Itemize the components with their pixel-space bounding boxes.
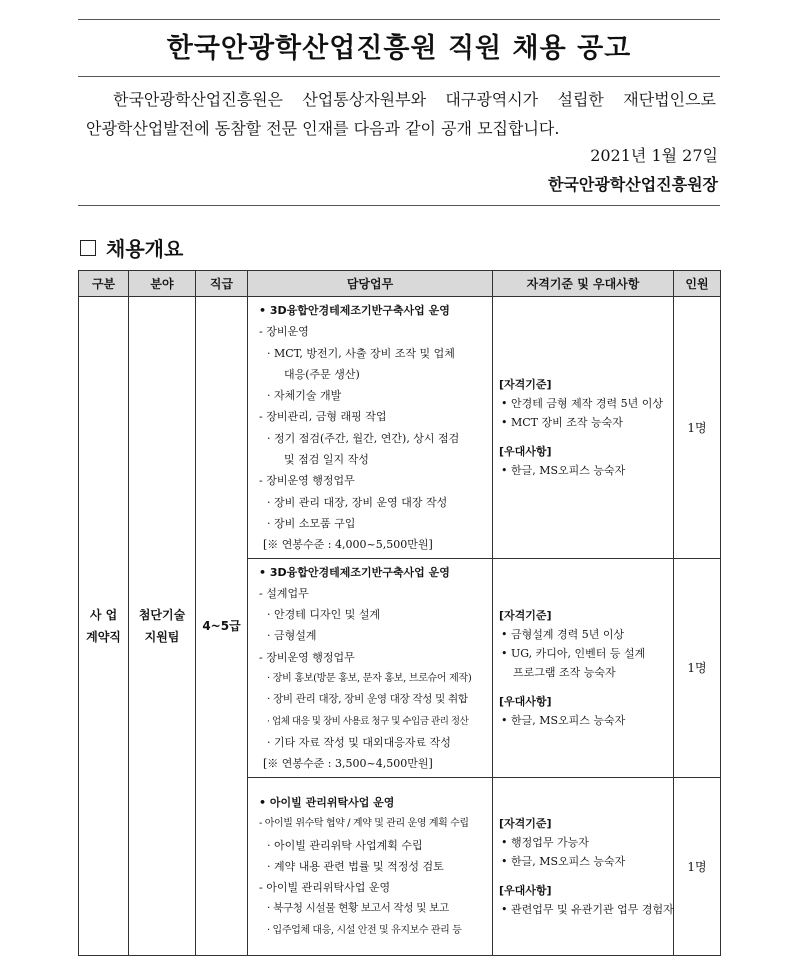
duty-line: · 장비 관리 대장, 장비 운영 대장 작성 xyxy=(267,495,448,509)
headcount-cell: 1명 xyxy=(674,558,721,777)
duty-line: · 자체기술 개발 xyxy=(267,389,342,403)
duty-line: · 장비 소모품 구입 xyxy=(267,516,356,530)
duty-line: • 3D융합안경테제조기반구축사업 운영 xyxy=(259,304,450,317)
field-line-1: 첨단기술 xyxy=(138,607,186,622)
salary-note: [※ 연봉수준 : 3,500~4,500만원] xyxy=(263,757,433,771)
qualification-cell xyxy=(493,777,674,955)
header-field: 분야 xyxy=(129,271,196,297)
duty-line: · 입주업체 대응, 시설 안전 및 유지보수 관리 등 xyxy=(267,924,462,936)
preference-heading: [우대사항] xyxy=(499,883,552,897)
intro-line-2: 안광학산업발전에 동참할 전문 인재를 다음과 같이 공개 모집합니다. xyxy=(86,119,560,138)
headcount-cell: 1명 xyxy=(674,777,721,955)
category-cell xyxy=(79,297,129,956)
preference-heading: [우대사항] xyxy=(499,694,552,708)
duty-line: - 설계업무 xyxy=(259,586,309,600)
qualification-item: • 금형설계 경력 5년 이상 xyxy=(501,627,625,641)
grade-cell: 4~5급 xyxy=(196,297,248,956)
section-title: 채용개요 xyxy=(106,237,184,261)
qualification-item: • 한글, MS오피스 능숙자 xyxy=(501,854,626,868)
field-line-2: 지원팀 xyxy=(144,629,180,644)
duty-line: - 장비관리, 금형 래핑 작업 xyxy=(259,410,387,424)
duty-line: • 3D융합안경테제조기반구축사업 운영 xyxy=(259,565,450,579)
intro-rule xyxy=(78,205,720,206)
duty-line: 대응(주문 생산) xyxy=(284,367,360,381)
headcount-cell: 1명 xyxy=(674,297,721,559)
page-title: 한국안광학산업진흥원 직원 채용 공고 xyxy=(166,33,632,64)
duty-line: 및 점검 일지 작성 xyxy=(284,453,369,467)
header-grade: 직급 xyxy=(196,271,248,297)
duty-line: · 금형설계 xyxy=(267,629,317,643)
signatory: 한국안광학산업진흥원장 xyxy=(547,175,718,194)
duty-line: · 업체 대응 및 장비 사용료 청구 및 수입금 관리 정산 xyxy=(267,715,469,727)
duty-line: · 북구청 시설물 현황 보고서 작성 및 보고 xyxy=(267,902,449,915)
recruitment-table xyxy=(78,270,721,956)
notice-date: 2021년 1월 27일 xyxy=(590,146,718,165)
header-qualifications: 자격기준 및 우대사항 xyxy=(493,271,674,297)
duty-line: · 안경테 디자인 및 설계 xyxy=(267,608,381,622)
duty-line: · 기타 자료 작성 및 대외대응자료 작성 xyxy=(267,735,451,749)
section-heading xyxy=(80,233,183,262)
qualification-item: • 행정업무 가능자 xyxy=(501,835,589,849)
preference-item: • 한글, MS오피스 능숙자 xyxy=(501,463,626,477)
duty-line: - 장비운영 xyxy=(259,325,309,339)
qualification-heading: [자격기준] xyxy=(499,377,552,391)
qualification-item: 프로그램 조작 능숙자 xyxy=(513,665,616,679)
table-header-row xyxy=(79,271,721,297)
checkbox-square-icon xyxy=(80,240,96,256)
duty-line: - 장비운영 행정업무 xyxy=(259,474,355,488)
qualification-heading: [자격기준] xyxy=(499,608,552,622)
preference-item: • 한글, MS오피스 능숙자 xyxy=(501,713,626,727)
duty-line: · 계약 내용 관련 법률 및 적정성 검토 xyxy=(267,859,444,873)
duty-line: · 장비 관리 대장, 장비 운영 대장 작성 및 취합 xyxy=(267,693,468,706)
duties-cell xyxy=(248,297,493,559)
intro-paragraph xyxy=(86,85,716,143)
duty-line: · 정기 점검(주간, 월간, 연간), 상시 점검 xyxy=(267,431,460,445)
duty-line: - 장비운영 행정업무 xyxy=(259,650,355,664)
preference-heading: [우대사항] xyxy=(499,444,552,458)
header-category: 구분 xyxy=(79,271,129,297)
header-duties: 담당업무 xyxy=(248,271,493,297)
preference-item: • 관련업무 및 유관기관 업무 경험자 xyxy=(501,902,674,916)
duty-line: · 아이빌 관리위탁 사업계획 수립 xyxy=(267,838,423,852)
category-line-2: 계약직 xyxy=(86,629,121,644)
duties-cell xyxy=(248,558,493,777)
qualification-item: • UG, 카디아, 인벤터 등 설계 xyxy=(501,646,646,660)
qualification-cell xyxy=(493,297,674,559)
qualification-heading: [자격기준] xyxy=(499,816,552,830)
duty-line: - 아이빌 관리위탁사업 운영 xyxy=(259,881,391,895)
category-line-1: 사 업 xyxy=(89,607,118,622)
duty-line: · 장비 홍보(방문 홍보, 문자 홍보, 브로슈어 제작) xyxy=(267,673,472,685)
duty-line: · MCT, 방전기, 사출 장비 조작 및 업체 xyxy=(267,346,455,360)
intro-line-1: 한국안광학산업진흥원은 산업통상자원부와 대구광역시가 설립한 재단법인으로 xyxy=(113,90,716,109)
duties-cell xyxy=(248,777,493,955)
field-cell xyxy=(129,297,196,956)
table-row xyxy=(79,297,721,559)
qualification-item: • 안경테 금형 제작 경력 5년 이상 xyxy=(501,396,663,410)
salary-note: [※ 연봉수준 : 4,000~5,500만원] xyxy=(263,538,433,552)
qualification-cell xyxy=(493,558,674,777)
duty-line: - 아이빌 위수탁 협약 / 계약 및 관리 운영 계획 수립 xyxy=(259,818,469,830)
top-rule xyxy=(78,19,720,20)
qualification-item: • MCT 장비 조작 능숙자 xyxy=(501,415,623,429)
title-rule xyxy=(78,76,720,77)
header-headcount: 인원 xyxy=(674,271,721,297)
duty-line: • 아이빌 관리위탁사업 운영 xyxy=(259,795,395,809)
